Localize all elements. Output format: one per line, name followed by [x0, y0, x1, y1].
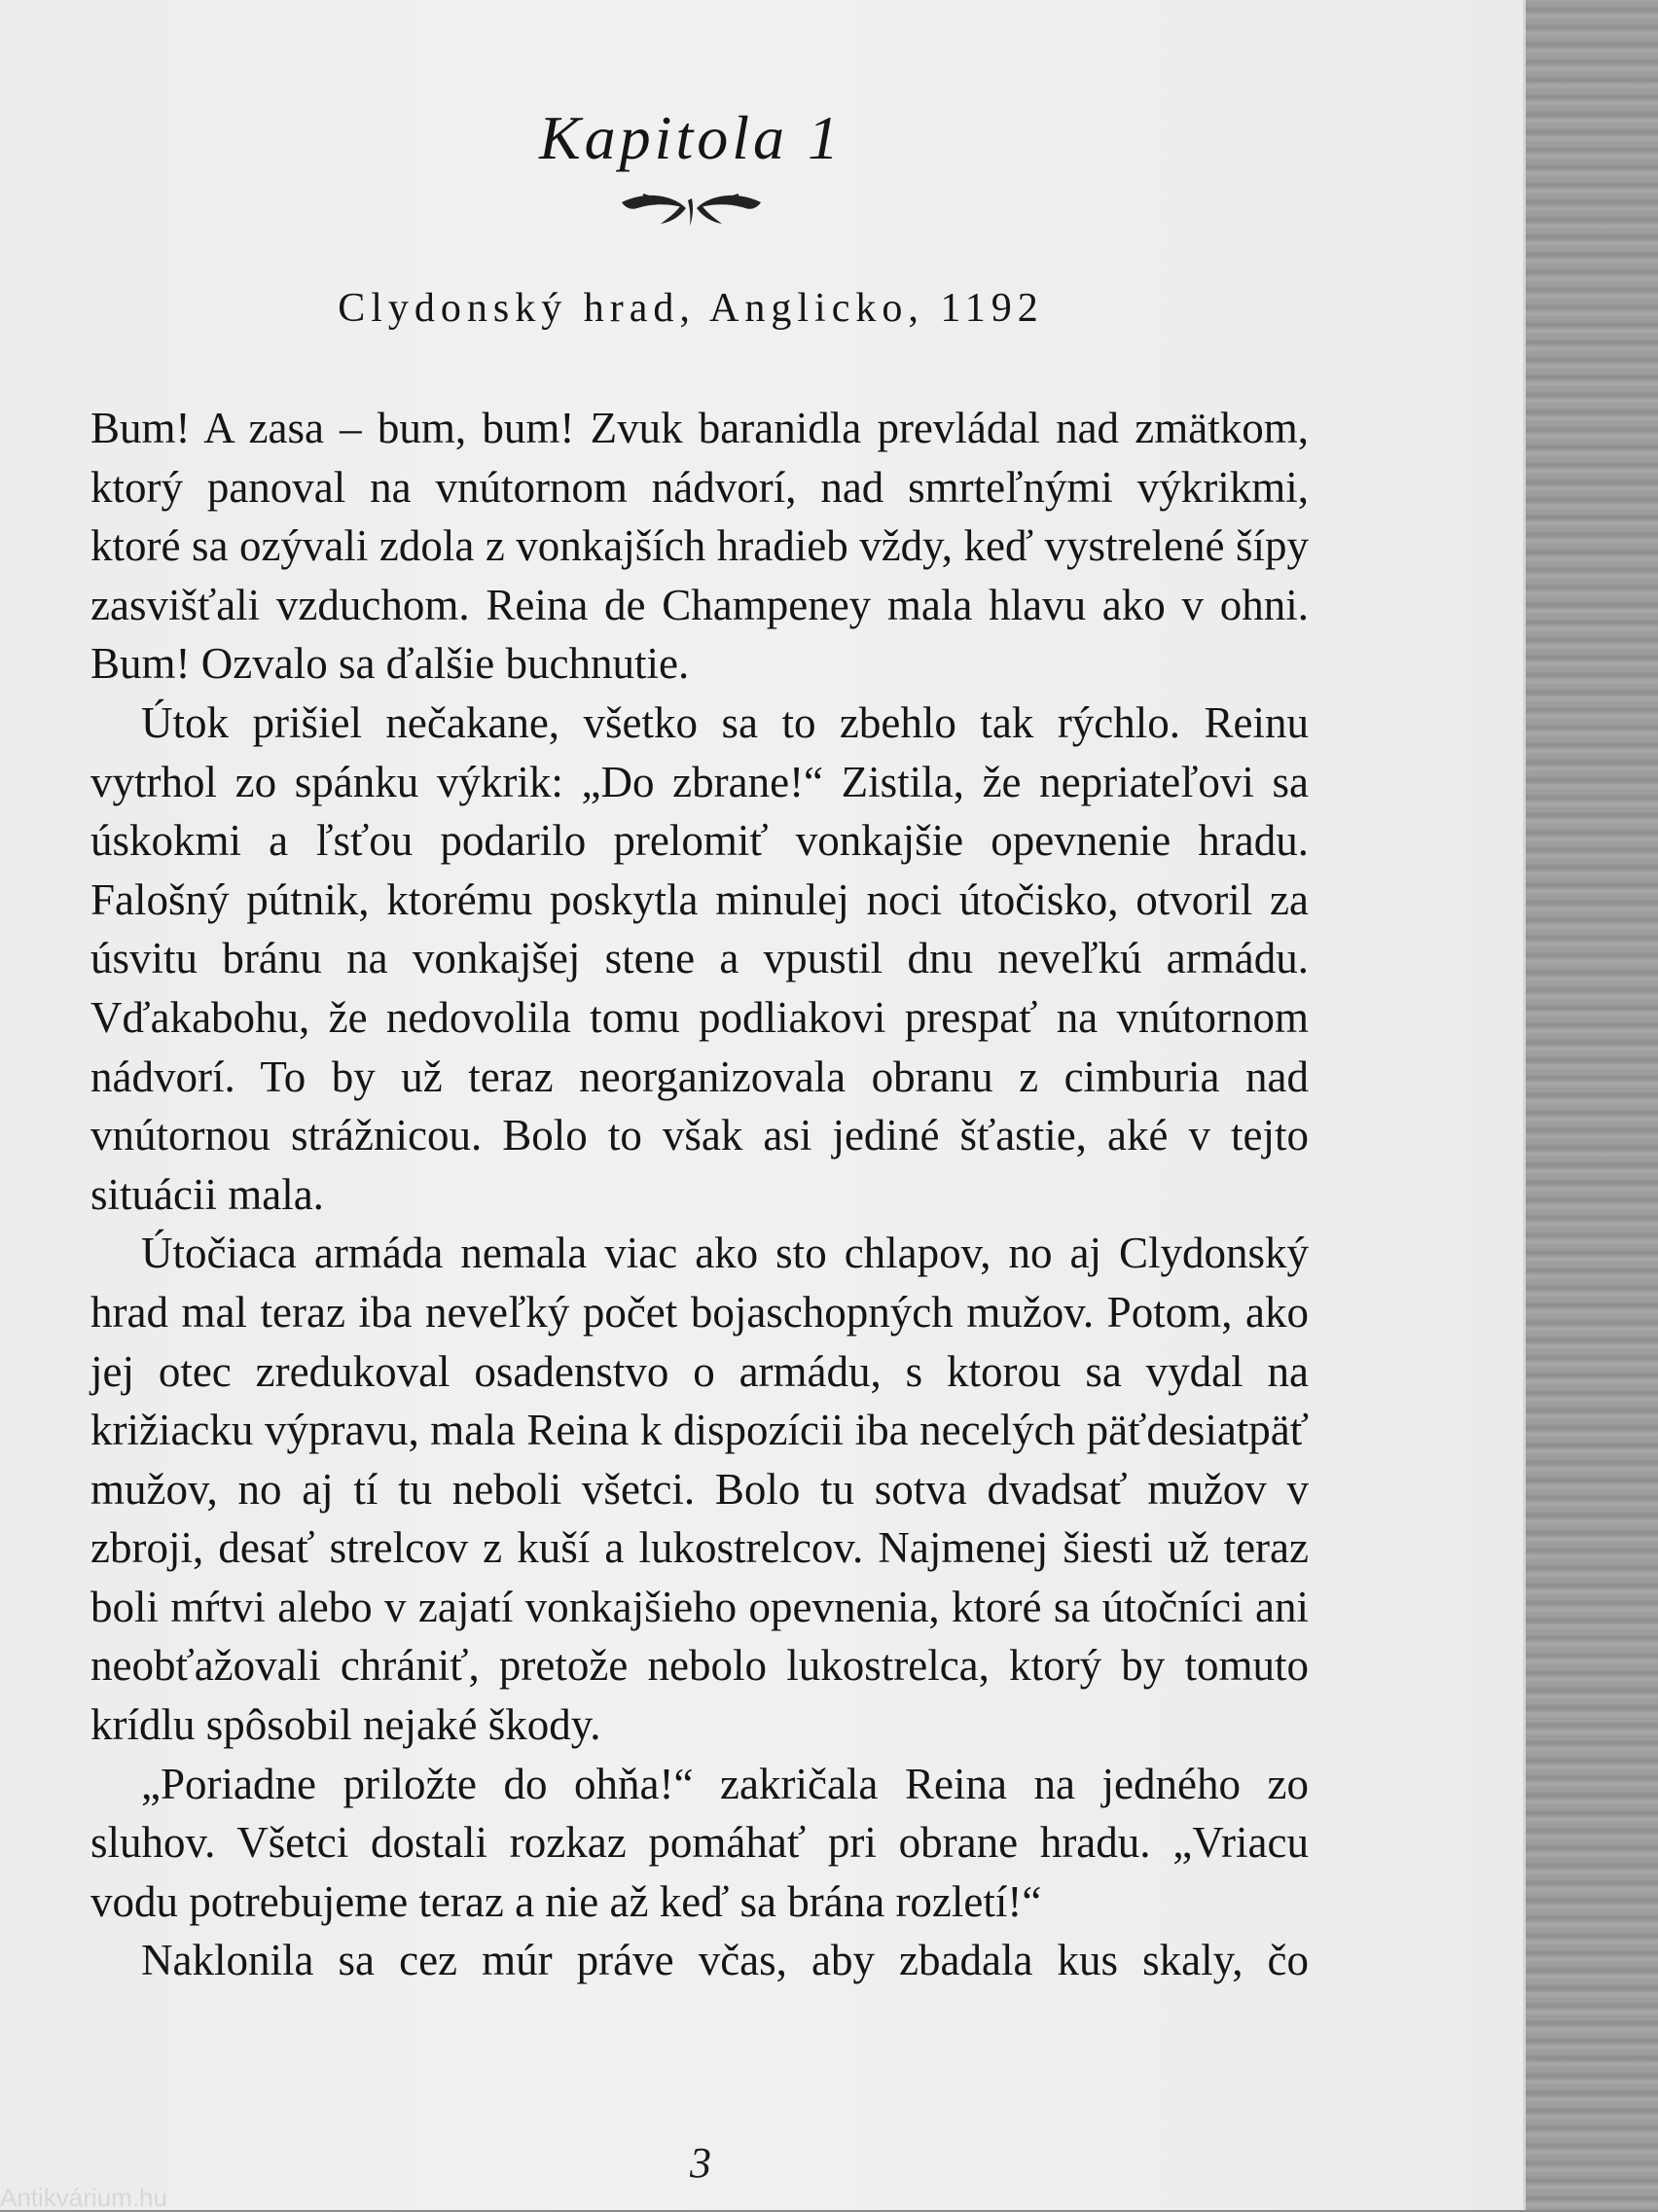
paragraph: Bum! A zasa – bum, bum! Zvuk baranidla prevládal nad zmätkom, ktorý panoval na vnútornom nádvorí, nad smrteľnými výkrikmi, ktoré sa ozývali zdola z vonkajších hradieb vždy, keď vystrelené šípy zasvišťali vzduchom. Reina de Champeney mala hlavu ako v ohni. Bum! Ozvalo sa ďalšie buchnutie. — [90, 404, 1309, 689]
paragraph: Naklonila sa cez múr práve včas, aby zbadala kus skaly, čo — [141, 1936, 1309, 1985]
chapter-body-text — [90, 399, 1309, 1990]
paragraph: Útok prišiel nečakane, všetko sa to zbehlo tak rýchlo. Reinu vytrhol zo spánku výkrik: „Do zbrane!“ Zistila, že nepriateľovi sa úskokmi a ľsťou podarilo prelomiť vonkajšie opevnenie hradu. Falošný pútnik, ktorému poskytla minulej noci útočisko, otvoril za úsvitu bránu na vonkajšej stene a vpustil dnu neveľkú armádu. Vďakabohu, že nedovolila tomu podliakovi prespať na vnútornom nádvorí. To by už teraz neorganizovala obranu z cimburia nad vnútornou strážnicou. Bolo to však asi jediné šťastie, aké v tejto situácii mala. — [90, 697, 1309, 1219]
watermark: Antikvárium.hu — [0, 2183, 167, 2212]
fleuron-ornament-icon — [616, 187, 767, 232]
paragraph: „Poriadne priložte do ohňa!“ zakričala Reina na jedného zo sluhov. Všetci dostali rozkaz pomáhať pri obrane hradu. „Vriacu vodu potrebujeme teraz a nie až keď sa brána rozletí!“ — [90, 1759, 1309, 1926]
chapter-title: Kapitola 1 — [538, 103, 844, 172]
adjacent-page-edge — [1523, 0, 1658, 2210]
paragraph: Útočiaca armáda nemala viac ako sto chlapov, no aj Clydonský hrad mal teraz iba neveľký počet bojaschopných mužov. Potom, ako jej otec zredukoval osadenstvo o armádu, s ktorou sa vydal na križiacku výpravu, mala Reina k dispozícii iba necelých päťdesiatpäť mužov, no aj tí tu neboli všetci. Bolo tu sotva dvadsať mužov v zbroji, desať strelcov z kuší a lukostrelcov. Najmenej šiesti už teraz boli mŕtvi alebo v zajatí vonkajšieho opevnenia, ktoré sa útočníci ani neobťažovali chrániť, pretože nebolo lukostrelca, ktorý by tomuto krídlu spôsobil nejaké škody. — [90, 1229, 1309, 1750]
page-number: 3 — [690, 2139, 711, 2187]
chapter-subtitle: Clydonský hrad, Anglicko, 1192 — [338, 286, 1044, 331]
